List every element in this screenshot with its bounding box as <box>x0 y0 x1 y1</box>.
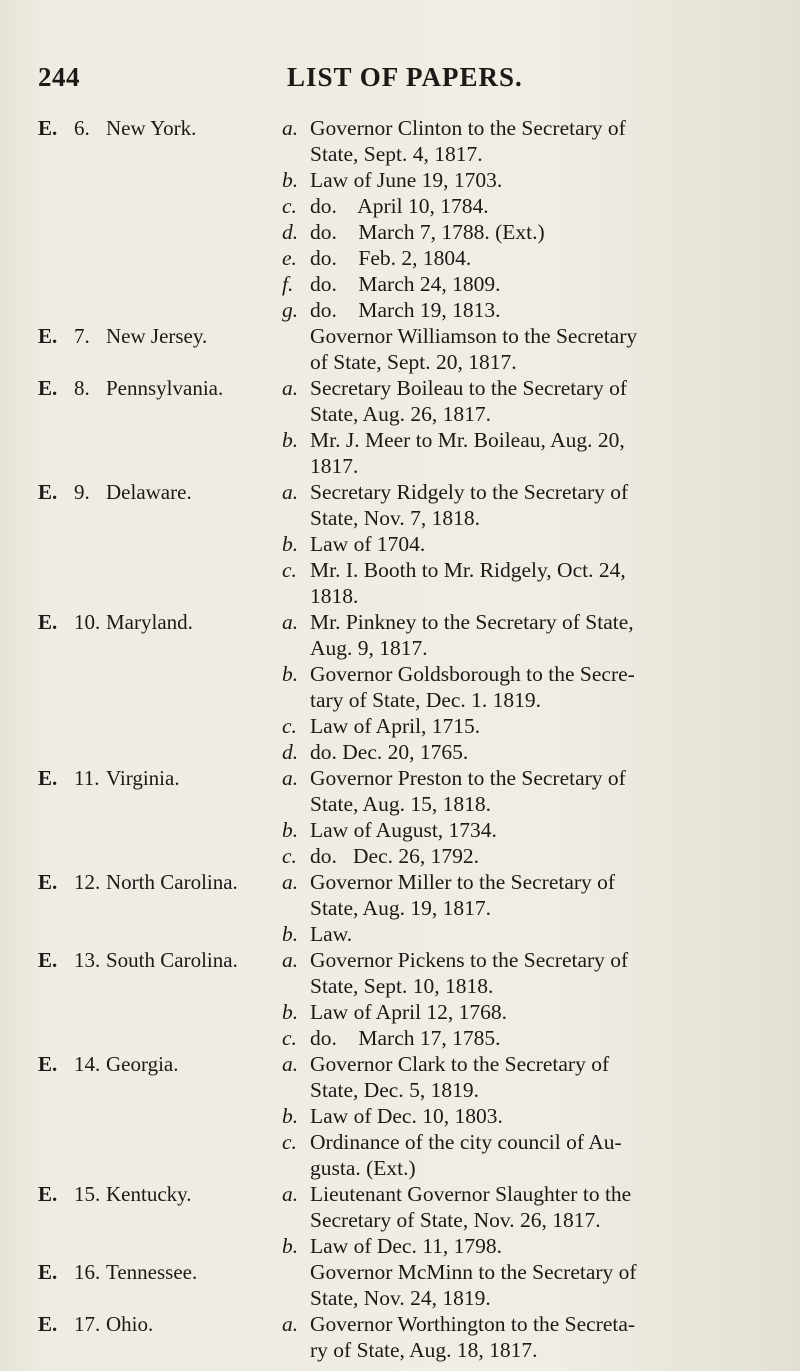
entry-number: 6. <box>74 116 90 140</box>
document-text-line: do. Dec. 26, 1792. <box>310 844 479 868</box>
entry-number: 15. <box>74 1182 101 1206</box>
document-text-line: Mr. Pinkney to the Secretary of State, <box>310 610 634 634</box>
entry-number: 8. <box>74 376 90 400</box>
document-letter: c. <box>282 558 297 582</box>
entry-code: E. <box>38 376 58 400</box>
document-item <box>282 713 782 739</box>
document-text-line: State, Sept. 4, 1817. <box>310 142 483 166</box>
document-text-line: of State, Sept. 20, 1817. <box>310 350 517 374</box>
document-item <box>282 1181 782 1233</box>
document-list <box>282 1051 782 1181</box>
entry-code: E. <box>38 766 58 790</box>
document-letter: b. <box>282 1000 299 1024</box>
document-list <box>282 609 782 765</box>
list-item <box>0 375 800 479</box>
state-name: Delaware. <box>106 480 192 504</box>
document-item <box>282 323 782 375</box>
document-text-line: Law of April 12, 1768. <box>310 1000 508 1024</box>
list-item <box>0 947 800 1051</box>
document-item <box>282 765 782 817</box>
document-item <box>282 921 782 947</box>
document-item <box>282 1103 782 1129</box>
document-list <box>282 115 782 323</box>
document-text-line: Secretary Boileau to the Secretary of <box>310 376 627 400</box>
state-name: Maryland. <box>106 610 193 634</box>
document-item <box>282 947 782 999</box>
document-list <box>282 869 782 947</box>
entry-number: 17. <box>74 1312 101 1336</box>
document-text-line: Secretary of State, Nov. 26, 1817. <box>310 1208 601 1232</box>
document-letter: d. <box>282 220 299 244</box>
document-text-line: State, Aug. 15, 1818. <box>310 792 491 816</box>
running-title: LIST OF PAPERS. <box>287 62 523 92</box>
entry-code: E. <box>38 948 58 972</box>
list-item <box>0 1051 800 1181</box>
document-item <box>282 557 782 609</box>
document-text-line: do. March 7, 1788. (Ext.) <box>310 220 545 244</box>
list-item <box>0 115 800 323</box>
document-letter: c. <box>282 1130 297 1154</box>
document-letter: f. <box>282 272 294 296</box>
list-item <box>0 479 800 609</box>
document-letter: a. <box>282 1182 299 1206</box>
document-list <box>282 947 782 1051</box>
document-text-line: Lieutenant Governor Slaughter to the <box>310 1182 632 1206</box>
document-text-line: Law of June 19, 1703. <box>310 168 503 192</box>
document-letter: a. <box>282 116 299 140</box>
document-item <box>282 609 782 661</box>
document-text-line: Governor Clark to the Secretary of <box>310 1052 610 1076</box>
document-letter: c. <box>282 1026 297 1050</box>
document-item <box>282 375 782 427</box>
papers-list <box>0 115 800 1363</box>
state-label <box>38 1311 283 1337</box>
state-label <box>38 1051 283 1077</box>
entry-number: 12. <box>74 870 101 894</box>
document-item <box>282 1233 782 1259</box>
document-text-line: do. April 10, 1784. <box>310 194 489 218</box>
document-letter: a. <box>282 480 299 504</box>
list-item <box>0 869 800 947</box>
document-list <box>282 375 782 479</box>
document-text-line: do. March 24, 1809. <box>310 272 501 296</box>
document-item <box>282 167 782 193</box>
state-label <box>38 1259 283 1285</box>
state-name: Pennsylvania. <box>106 376 224 400</box>
state-label <box>38 1181 283 1207</box>
document-text-line: Governor Miller to the Secretary of <box>310 870 616 894</box>
document-text-line: tary of State, Dec. 1. 1819. <box>310 688 542 712</box>
document-text-line: Secretary Ridgely to the Secretary of <box>310 480 629 504</box>
document-letter: b. <box>282 428 299 452</box>
entry-number: 9. <box>74 480 90 504</box>
document-letter: b. <box>282 1104 299 1128</box>
entry-code: E. <box>38 610 58 634</box>
document-list <box>282 1311 782 1363</box>
entry-number: 14. <box>74 1052 101 1076</box>
state-name: South Carolina. <box>106 948 238 972</box>
document-text-line: Law of Dec. 10, 1803. <box>310 1104 503 1128</box>
document-letter: b. <box>282 818 299 842</box>
document-text-line: Governor McMinn to the Secretary of <box>310 1260 637 1284</box>
document-letter: b. <box>282 1234 299 1258</box>
state-name: North Carolina. <box>106 870 238 894</box>
state-name: Georgia. <box>106 1052 179 1076</box>
document-item <box>282 1025 782 1051</box>
entry-number: 16. <box>74 1260 101 1284</box>
entry-code: E. <box>38 870 58 894</box>
document-text-line: Governor Preston to the Secretary of <box>310 766 626 790</box>
entry-code: E. <box>38 1260 58 1284</box>
document-text-line: Law of April, 1715. <box>310 714 481 738</box>
state-label <box>38 765 283 791</box>
page-header <box>0 62 800 102</box>
document-item <box>282 479 782 531</box>
document-text-line: Mr. I. Booth to Mr. Ridgely, Oct. 24, <box>310 558 626 582</box>
list-item <box>0 609 800 765</box>
document-letter: c. <box>282 714 297 738</box>
document-letter: a. <box>282 870 299 894</box>
document-text-line: do. Dec. 20, 1765. <box>310 740 469 764</box>
document-item <box>282 661 782 713</box>
document-letter: a. <box>282 948 299 972</box>
state-label <box>38 479 283 505</box>
document-letter: b. <box>282 662 299 686</box>
document-item <box>282 843 782 869</box>
document-text-line: do. Feb. 2, 1804. <box>310 246 472 270</box>
state-name: Tennessee. <box>106 1260 198 1284</box>
document-item <box>282 1259 782 1311</box>
document-letter: a. <box>282 376 299 400</box>
list-item <box>0 1311 800 1363</box>
document-text-line: do. March 19, 1813. <box>310 298 501 322</box>
state-name: Kentucky. <box>106 1182 192 1206</box>
document-text-line: do. March 17, 1785. <box>310 1026 501 1050</box>
document-text-line: Governor Pickens to the Secretary of <box>310 948 629 972</box>
state-name: New York. <box>106 116 197 140</box>
entry-code: E. <box>38 480 58 504</box>
document-item <box>282 1051 782 1103</box>
state-label <box>38 375 283 401</box>
document-item <box>282 297 782 323</box>
document-text-line: ry of State, Aug. 18, 1817. <box>310 1338 538 1362</box>
state-label <box>38 115 283 141</box>
document-letter: e. <box>282 246 297 270</box>
document-text-line: Law of August, 1734. <box>310 818 497 842</box>
document-text-line: Aug. 9, 1817. <box>310 636 428 660</box>
document-text-line: Ordinance of the city council of Au- <box>310 1130 622 1154</box>
entry-code: E. <box>38 1182 58 1206</box>
document-text-line: Mr. J. Meer to Mr. Boileau, Aug. 20, <box>310 428 625 452</box>
document-item <box>282 1311 782 1363</box>
document-text-line: Governor Clinton to the Secretary of <box>310 116 626 140</box>
entry-number: 13. <box>74 948 101 972</box>
document-list <box>282 765 782 869</box>
entry-number: 11. <box>74 766 100 790</box>
document-letter: a. <box>282 610 299 634</box>
document-item <box>282 869 782 921</box>
document-item <box>282 427 782 479</box>
state-label <box>38 869 283 895</box>
document-letter: b. <box>282 168 299 192</box>
entry-code: E. <box>38 324 58 348</box>
entry-code: E. <box>38 116 58 140</box>
entry-number: 10. <box>74 610 101 634</box>
document-text-line: Governor Goldsborough to the Secre- <box>310 662 635 686</box>
document-letter: a. <box>282 1312 299 1336</box>
state-label <box>38 947 283 973</box>
document-list <box>282 323 782 375</box>
document-item <box>282 115 782 167</box>
document-item <box>282 193 782 219</box>
document-item <box>282 739 782 765</box>
document-letter: d. <box>282 740 299 764</box>
state-name: Virginia. <box>106 766 180 790</box>
state-name: Ohio. <box>106 1312 154 1336</box>
document-list <box>282 1181 782 1259</box>
state-name: New Jersey. <box>106 324 208 348</box>
document-letter: c. <box>282 844 297 868</box>
state-label <box>38 323 283 349</box>
document-item <box>282 531 782 557</box>
document-text-line: Law. <box>310 922 353 946</box>
document-text-line: 1817. <box>310 454 359 478</box>
document-item <box>282 999 782 1025</box>
state-label <box>38 609 283 635</box>
list-item <box>0 1259 800 1311</box>
document-item <box>282 219 782 245</box>
document-text-line: Law of Dec. 11, 1798. <box>310 1234 503 1258</box>
document-item <box>282 1129 782 1181</box>
document-text-line: State, Nov. 7, 1818. <box>310 506 480 530</box>
document-text-line: State, Sept. 10, 1818. <box>310 974 494 998</box>
page-number: 244 <box>38 62 80 92</box>
document-letter: a. <box>282 1052 299 1076</box>
document-list <box>282 479 782 609</box>
document-item <box>282 245 782 271</box>
document-text-line: Governor Worthington to the Secreta- <box>310 1312 636 1336</box>
document-text-line: gusta. (Ext.) <box>310 1156 416 1180</box>
document-letter: a. <box>282 766 299 790</box>
document-list <box>282 1259 782 1311</box>
document-item <box>282 271 782 297</box>
entry-code: E. <box>38 1312 58 1336</box>
document-text-line: 1818. <box>310 584 359 608</box>
document-text-line: State, Aug. 26, 1817. <box>310 402 491 426</box>
document-text-line: State, Dec. 5, 1819. <box>310 1078 479 1102</box>
document-letter: g. <box>282 298 299 322</box>
document-text-line: Governor Williamson to the Secretary <box>310 324 638 348</box>
entry-number: 7. <box>74 324 90 348</box>
list-item <box>0 765 800 869</box>
document-text-line: State, Nov. 24, 1819. <box>310 1286 491 1310</box>
entry-code: E. <box>38 1052 58 1076</box>
document-text-line: State, Aug. 19, 1817. <box>310 896 491 920</box>
document-letter: b. <box>282 922 299 946</box>
document-letter: b. <box>282 532 299 556</box>
document-text-line: Law of 1704. <box>310 532 426 556</box>
list-item <box>0 323 800 375</box>
document-item <box>282 817 782 843</box>
document-letter: c. <box>282 194 297 218</box>
list-item <box>0 1181 800 1259</box>
